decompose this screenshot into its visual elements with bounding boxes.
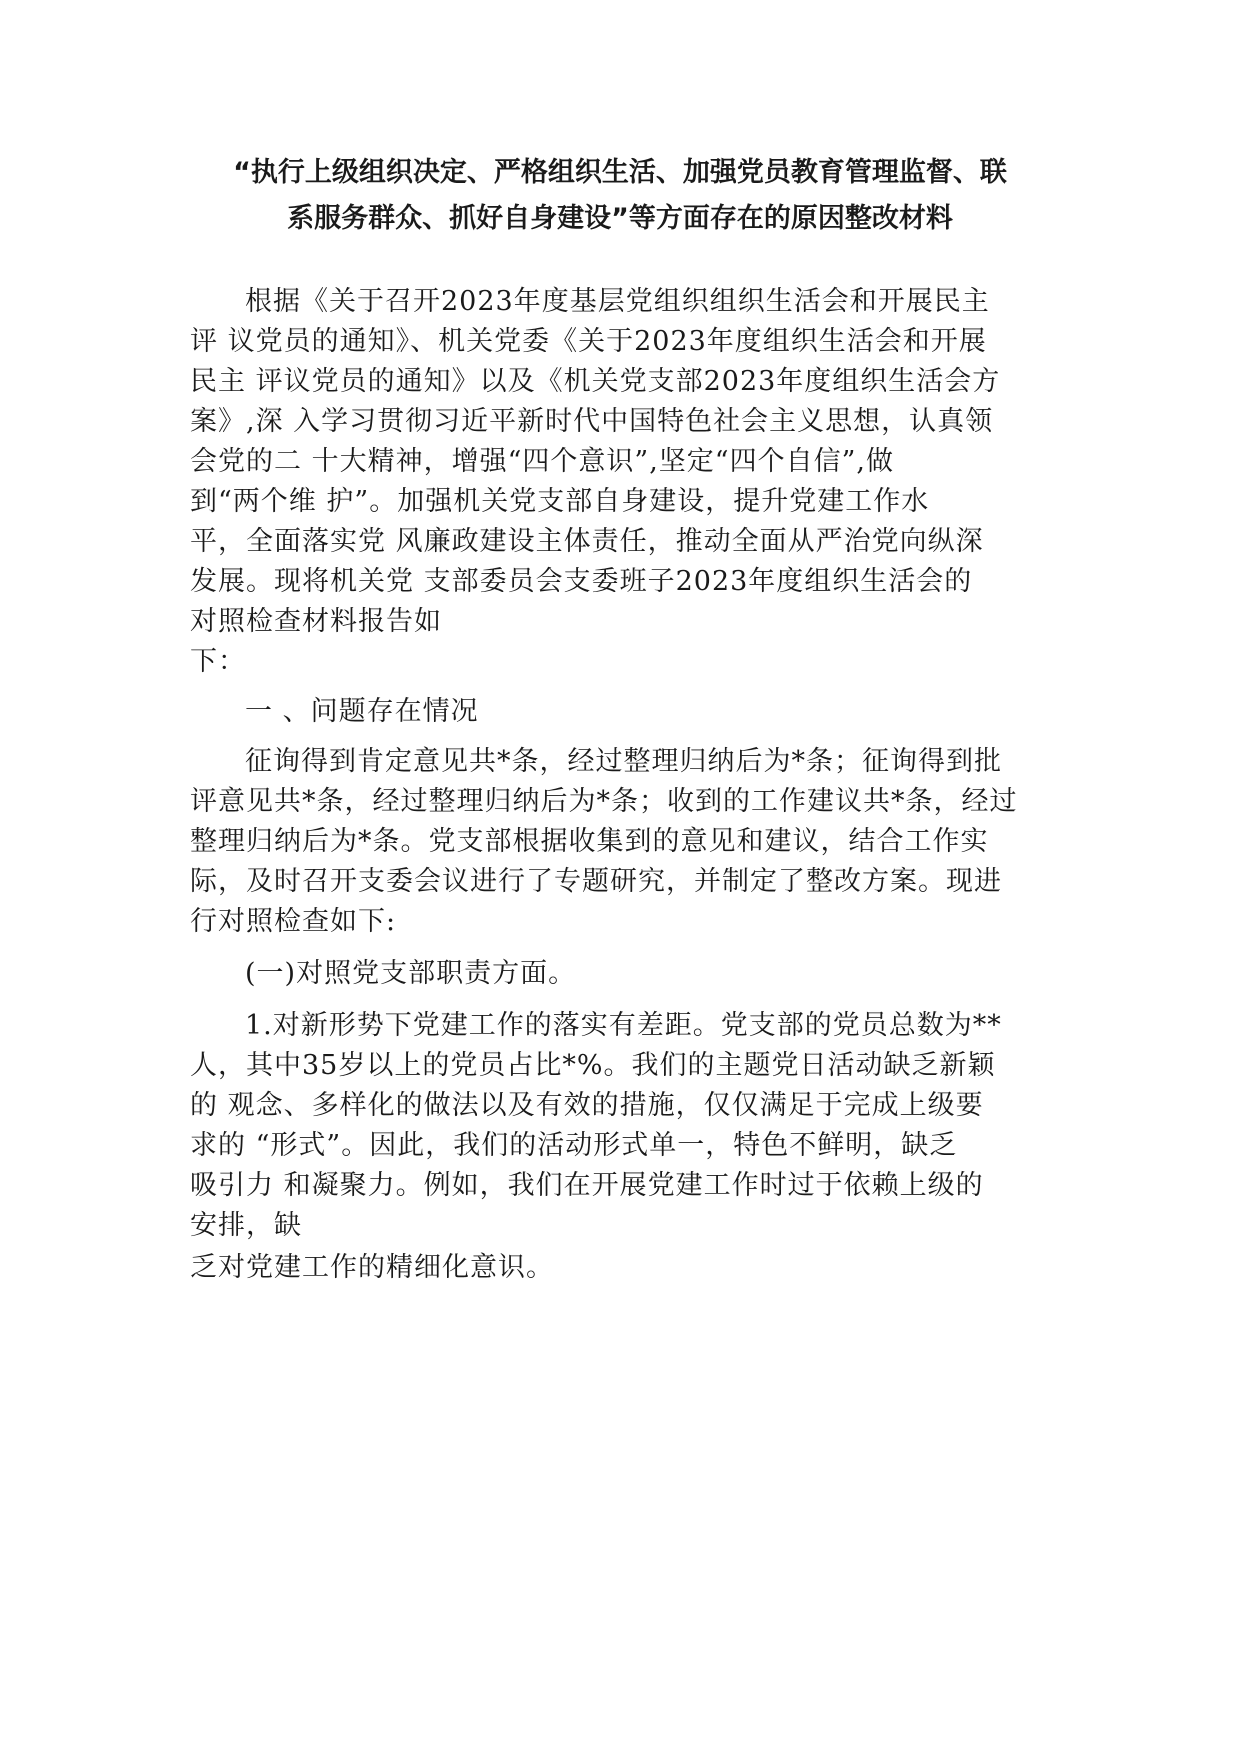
body-line: 行对照检查如下: xyxy=(190,906,397,937)
document-title-line-2: 系服务群众、抓好自身建设”等方面存在的原因整改材料 xyxy=(287,203,953,234)
body-line: 案》,深 入学习贯彻习近平新时代中国特色社会主义思想，认真领 xyxy=(190,406,994,437)
body-line: 平，全面落实党 风廉政建设主体责任，推动全面从严治党向纵深 xyxy=(190,526,984,557)
body-line: 根据《关于召开2023年度基层党组织组织生活会和开展民主 xyxy=(245,286,990,317)
body-line: 发展。现将机关党 支部委员会支委班子2023年度组织生活会的 xyxy=(190,566,973,597)
body-line: 的 观念、多样化的做法以及有效的措施，仅仅满足于完成上级要 xyxy=(190,1090,984,1121)
document-title-line-1: “执行上级组织决定、严格组织生活、加强党员教育管理监督、联 xyxy=(233,157,1007,188)
body-line: 评 议党员的通知》、机关党委《关于2023年度组织生活会和开展 xyxy=(190,326,987,357)
body-line: 会党的二 十大精神，增强“四个意识”,坚定“四个自信”,做 xyxy=(190,446,894,477)
section-heading: 一 、问题存在情况 xyxy=(245,696,479,727)
body-line: 际，及时召开支委会议进行了专题研究，并制定了整改方案。现进 xyxy=(190,866,1002,897)
body-line: 求的 “形式”。因此，我们的活动形式单一，特色不鲜明，缺乏 xyxy=(190,1130,958,1161)
body-line: 乏对党建工作的精细化意识。 xyxy=(190,1252,554,1283)
body-line: 对照检查材料报告如 xyxy=(190,606,442,637)
body-line: 人，其中35岁以上的党员占比*%。我们的主题党日活动缺乏新颖 xyxy=(190,1050,996,1081)
body-line: 征询得到肯定意见共*条，经过整理归纳后为*条；征询得到批 xyxy=(245,746,1002,777)
body-line: 民主 评议党员的通知》以及《机关党支部2023年度组织生活会方 xyxy=(190,366,1001,397)
body-line: 安排，缺 xyxy=(190,1210,302,1241)
body-line: 吸引力 和凝聚力。例如，我们在开展党建工作时过于依赖上级的 xyxy=(190,1170,984,1201)
body-line: 评意见共*条，经过整理归纳后为*条；收到的工作建议共*条，经过 xyxy=(190,786,1018,817)
body-line: 整理归纳后为*条。党支部根据收集到的意见和建议，结合工作实 xyxy=(190,826,989,857)
body-line: 下： xyxy=(190,646,246,677)
body-line: 1.对新形势下党建工作的落实有差距。党支部的党员总数为** xyxy=(245,1010,1002,1041)
body-line: 到“两个维 护”。加强机关党支部自身建设，提升党建工作水 xyxy=(190,486,930,517)
subsection-heading: (一)对照党支部职责方面。 xyxy=(245,958,577,989)
